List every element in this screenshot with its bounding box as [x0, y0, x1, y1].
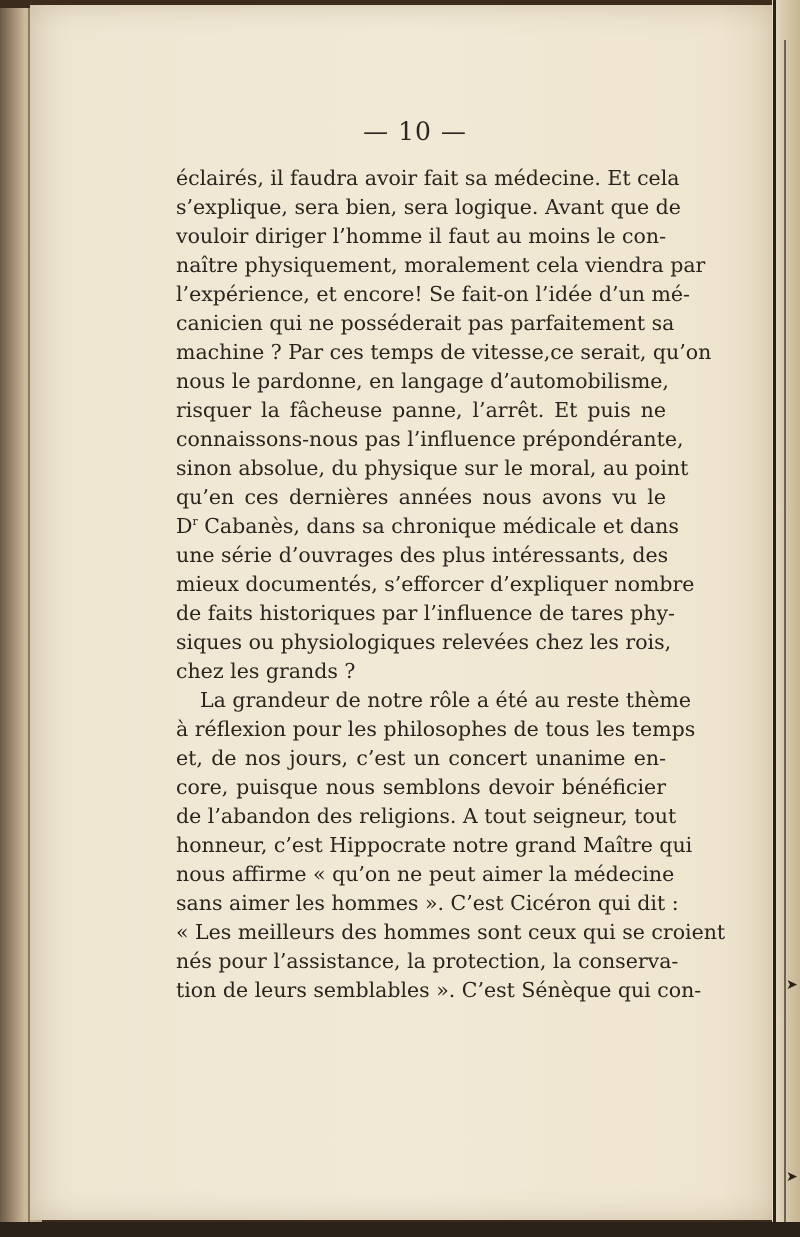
body-text	[176, 164, 726, 1005]
text-line: siques ou physiologiques relevées chez les rois,	[176, 630, 672, 654]
text-line: canicien qui ne posséderait pas parfaitement sa	[176, 311, 675, 335]
text-line: et, de nos jours, c’est un concert unanime en-	[176, 746, 666, 770]
text-line: nous le pardonne, en langage d’automobilisme,	[176, 369, 669, 393]
text-line: mieux documentés, s’efforcer d’expliquer nombre	[176, 572, 695, 596]
margin-arrow-icon: ➤	[786, 977, 798, 993]
doctor-abbrev: D	[176, 514, 193, 538]
text-line: naître physiquement, moralement cela viendra par	[176, 253, 706, 277]
text-line: core, puisque nous semblons devoir bénéficier	[176, 775, 666, 799]
text-line: s’explique, sera bien, sera logique. Avant que de	[176, 195, 681, 219]
text-line: machine ? Par ces temps de vitesse,ce serait, qu’on	[176, 340, 712, 364]
scan-bottom-border	[0, 1222, 800, 1237]
page-number: — 10 —	[363, 117, 467, 146]
text-line: nous affirme « qu’on ne peut aimer la médecine	[176, 862, 675, 886]
text-line: sinon absolue, du physique sur le moral, au point	[176, 456, 689, 480]
text-line: éclairés, il faudra avoir fait sa médecine. Et cela	[176, 166, 680, 190]
text-line: chez les grands ?	[176, 659, 356, 683]
text-line: une série d’ouvrages des plus intéressants, des	[176, 543, 669, 567]
margin-rule	[784, 40, 786, 1230]
text-line: sans aimer les hommes ». C’est Cicéron qui dit :	[176, 891, 679, 915]
text-line: qu’en ces dernières années nous avons vu le	[176, 485, 666, 509]
text-line: à réflexion pour les philosophes de tous les temps	[176, 717, 696, 741]
doctor-abbrev-superscript: r	[192, 515, 198, 528]
text-line: « Les meilleurs des hommes sont ceux qui se croient	[176, 920, 726, 944]
paragraph-start-line: La grandeur de notre rôle a été au reste thème	[200, 688, 691, 712]
text-line-with-title	[176, 512, 679, 541]
text-line: de l’abandon des religions. A tout seigneur, tout	[176, 804, 677, 828]
text-line: l’expérience, et encore! Se fait-on l’idée d’un mé-	[176, 282, 690, 306]
text-line: de faits historiques par l’influence de tares phy-	[176, 601, 675, 625]
text-line: honneur, c’est Hippocrate notre grand Maître qui	[176, 833, 693, 857]
margin-arrow-icon: ➤	[786, 1169, 798, 1185]
text-line: tion de leurs semblables ». C’est Sénèque qui con-	[176, 978, 702, 1002]
text-line-rest: Cabanès, dans sa chronique médicale et dans	[204, 514, 679, 538]
text-line: vouloir diriger l’homme il faut au moins le con-	[176, 224, 666, 248]
book-right-edge	[772, 0, 800, 1237]
book-gutter-line	[773, 0, 776, 1237]
text-line: risquer la fâcheuse panne, l’arrêt. Et puis ne	[176, 398, 666, 422]
text-line: nés pour l’assistance, la protection, la conserva-	[176, 949, 679, 973]
text-line: connaissons-nous pas l’influence prépondérante,	[176, 427, 684, 451]
